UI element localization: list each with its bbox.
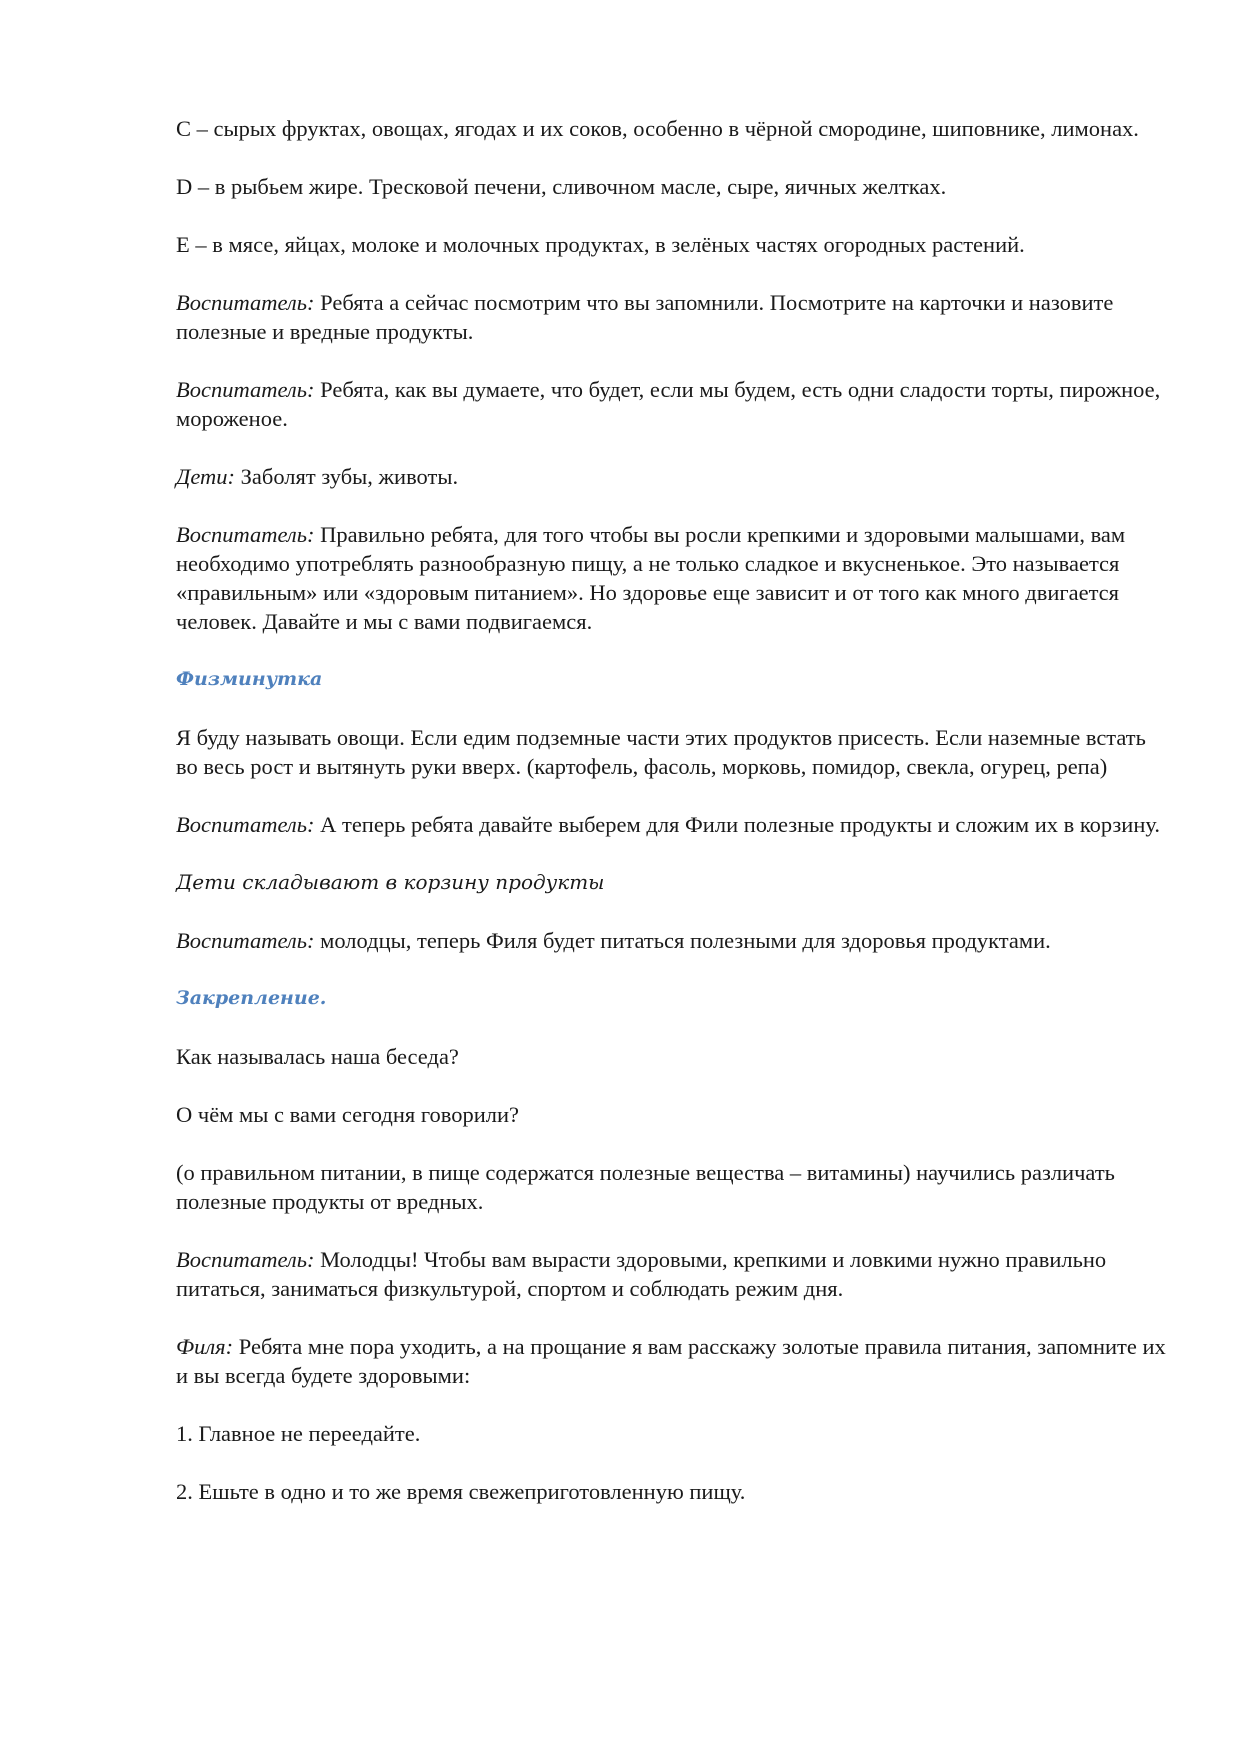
paragraph-text: Молодцы! Чтобы вам вырасти здоровыми, крепкими и ловкими нужно правильно питаться, заниматься физкультурой, спортом и соблюдать режим дня. bbox=[176, 1247, 1107, 1301]
paragraph bbox=[176, 723, 1166, 781]
section-heading: Закрепление. bbox=[176, 987, 327, 1009]
paragraph-text: С – сырых фруктах, овощах, ягодах и их соков, особенно в чёрной смородине, шиповнике, лимонах. bbox=[176, 116, 1139, 141]
speaker-label: Филя: bbox=[176, 1334, 234, 1359]
paragraph-text: Е – в мясе, яйцах, молоке и молочных продуктах, в зелёных частях огородных растений. bbox=[176, 232, 1025, 257]
speaker-label: Воспитатель: bbox=[176, 377, 315, 402]
paragraph bbox=[176, 114, 1166, 143]
list-item bbox=[176, 1419, 1166, 1448]
paragraph-text: Правильно ребята, для того чтобы вы росли крепкими и здоровыми малышами, вам необходимо употреблять разнообразную пищу, а не только сладкое и вкусненькое. Это называется «правильным» или «здоровым питанием». Но здоровье еще зависит и от того как много двигается человек. Давайте и мы с вами подвигаемся. bbox=[176, 522, 1126, 634]
paragraph-text: Ребята а сейчас посмотрим что вы запомнили. Посмотрите на карточки и назовите полезные и вредные продукты. bbox=[176, 290, 1114, 344]
speaker-label: Воспитатель: bbox=[176, 290, 315, 315]
paragraph-text: Ребята мне пора уходить, а на прощание я вам расскажу золотые правила питания, запомните их и вы всегда будете здоровыми: bbox=[176, 1334, 1166, 1388]
section-heading: Физминутка bbox=[176, 668, 323, 690]
paragraph bbox=[176, 230, 1166, 259]
speaker-label: Воспитатель: bbox=[176, 812, 315, 837]
paragraph-text: Ребята, как вы думаете, что будет, если мы будем, есть одни сладости торты, пирожное, мороженое. bbox=[176, 377, 1161, 431]
paragraph bbox=[176, 1100, 1166, 1129]
paragraph-text: Как называлась наша беседа? bbox=[176, 1044, 459, 1069]
paragraph-text: О чём мы с вами сегодня говорили? bbox=[176, 1102, 520, 1127]
paragraph bbox=[176, 1042, 1166, 1071]
paragraph bbox=[176, 520, 1166, 636]
paragraph bbox=[176, 1158, 1166, 1216]
paragraph-text: Заболят зубы, животы. bbox=[240, 464, 459, 489]
list-item-text: 2. Ешьте в одно и то же время свежеприготовленную пищу. bbox=[176, 1479, 746, 1504]
speaker-label: Воспитатель: bbox=[176, 928, 315, 953]
paragraph bbox=[176, 926, 1166, 955]
list-item-text: 1. Главное не переедайте. bbox=[176, 1421, 421, 1446]
paragraph-text: D – в рыбьем жире. Тресковой печени, сливочном масле, сыре, яичных желтках. bbox=[176, 174, 947, 199]
paragraph bbox=[176, 288, 1166, 346]
speaker-label: Воспитатель: bbox=[176, 522, 315, 547]
paragraph-text: Я буду называть овощи. Если едим подземные части этих продуктов присесть. Если наземные встать во весь рост и вытянуть руки вверх. (картофель, фасоль, морковь, помидор, свекла, огурец, репа) bbox=[176, 725, 1146, 779]
paragraph-text: (о правильном питании, в пище содержатся полезные вещества – витамины) научились различать полезные продукты от вредных. bbox=[176, 1160, 1115, 1214]
paragraph bbox=[176, 1332, 1166, 1390]
speaker-label: Дети: bbox=[176, 464, 235, 489]
paragraph-text: А теперь ребята давайте выберем для Фили полезные продукты и сложим их в корзину. bbox=[320, 812, 1161, 837]
paragraph bbox=[176, 172, 1166, 201]
document-page bbox=[176, 114, 1166, 1535]
paragraph-text: молодцы, теперь Филя будет питаться полезными для здоровья продуктами. bbox=[320, 928, 1051, 953]
paragraph bbox=[176, 462, 1166, 491]
paragraph bbox=[176, 375, 1166, 433]
paragraph bbox=[176, 1245, 1166, 1303]
paragraph bbox=[176, 810, 1166, 839]
stage-direction: Дети складывают в корзину продукты bbox=[176, 870, 605, 894]
speaker-label: Воспитатель: bbox=[176, 1247, 315, 1272]
list-item bbox=[176, 1477, 1166, 1506]
